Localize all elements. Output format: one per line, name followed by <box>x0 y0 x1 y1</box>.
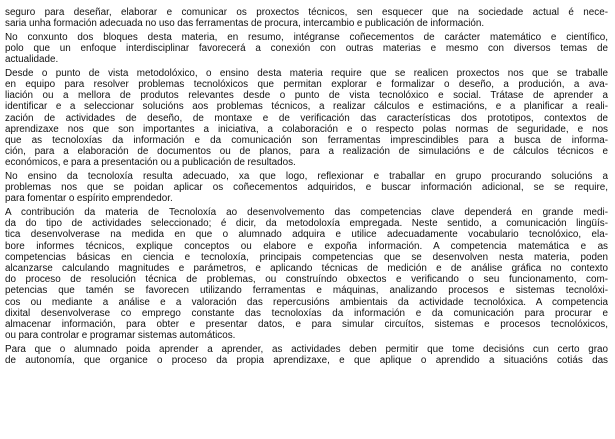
text-line: ción, para a elaboración de documentos ou de planos, para a realización de simulacións e de cálculos técnicos e <box>5 146 608 158</box>
text-line: do proceso de resolución técnica de problemas, ou construíndo obxectos e verificando o seu funcionamento, com- <box>5 274 608 286</box>
text-line: No ensino da tecnoloxía resulta adecuado, xa que logo, reflexionar e traballar en grupo procurando solucións a <box>5 171 608 183</box>
text-line: zación de actividades de deseño, de montaxe e de verificación das características dos prototipos, contextos de <box>5 112 608 124</box>
text-line: para fomentar o espírito emprendedor. <box>5 193 173 205</box>
paragraph-4 <box>5 171 608 205</box>
text-line: actualidade. <box>5 54 59 66</box>
text-line: ou para controlar e programar sistemas automáticos. <box>5 330 236 342</box>
text-line: liación ou a mellora de produtos relevantes desde o punto de vista tecnolóxico e social. Trátase de aprender a <box>5 90 608 102</box>
text-line: saria unha formación adecuada no uso das ferramentas de procura, intercambio e publicación de información. <box>5 18 485 30</box>
text-line: bore informes técnicos, explique conceptos ou elabore e expoña información. A competencia matemática e as <box>5 240 608 252</box>
text-line: Desde o punto de vista metodolóxico, o ensino desta materia require que se realicen proxectos nos que se traballe <box>5 67 608 79</box>
text-line: da do tipo de actividades seleccionado; é dicir, da metodoloxía empregada. Neste sentido, a comunicación lingüís- <box>5 218 608 230</box>
document-page <box>5 7 608 437</box>
text-line: polo que un enfoque interdisciplinar favorecerá a conexión con outras materias e mesmo con diversos temas de <box>5 43 608 54</box>
text-line: de autonomía, que organice o proceso da propia aprendizaxe, e que aplique o aprendido a situacións cotiás das <box>5 355 608 367</box>
text-line: aprendizaxe nos que son importantes a iniciativa, a colaboración e o respecto polas normas de seguridade, e nos <box>5 123 608 135</box>
text-line: identificar e a seleccionar solucións aos problemas técnicos, a realizar cálculos e estimacións, e a planificar a reali- <box>5 101 608 113</box>
text-line: No conxunto dos bloques desta materia, en resumo, intégranse coñecementos de carácter matemático e científico, <box>5 31 608 43</box>
text-line: seguro para deseñar, elaborar e comunicar os proxectos técnicos, sen esquecer que na sociedade actual é nece- <box>5 7 608 18</box>
text-line: competencias básicas en ciencia e tecnoloxía, principais competencias que se desenvolven nesta materia, poden <box>5 251 608 263</box>
text-line: A contribución da materia de Tecnoloxía ao desenvolvemento das competencias clave dependerá en grande medi- <box>5 207 608 219</box>
text-line: que as tecnoloxías da información e da comunicación son ferramentas imprescindibles para a busca de informa- <box>5 135 608 147</box>
paragraph-1 <box>5 7 608 29</box>
text-line: almacenar información, para obter e presentar datos, e para simular circuítos, sistemas e procesos tecnolóxicos, <box>5 319 608 331</box>
text-line: alcanzarse calculando magnitudes e parámetros, e aplicando técnicas de medición e de análise gráfica no contexto <box>5 263 608 275</box>
paragraph-5 <box>5 207 608 341</box>
text-line: dixital desenvolverase co emprego constante das tecnoloxías da información e da comunicación para procurar e <box>5 307 608 319</box>
text-line: tica desenvolverase na medida en que o alumnado adquira e utilice adecuadamente vocabulario tecnolóxico, ela- <box>5 229 608 241</box>
paragraph-3 <box>5 68 608 169</box>
text-line: petencias que tamén se favorecen utilizando ferramentas e máquinas, analizando procesos e sistemas tecnolóxi- <box>5 285 608 297</box>
paragraph-6 <box>5 344 608 366</box>
text-line: problemas nos que se poidan aplicar os coñecementos adquiridos, e buscar información adicional, se se require, <box>5 182 608 194</box>
text-line: cos ou mediante a análise e a valoración das repercusións ambientais da actividade tecnolóxica. A competencia <box>5 296 608 308</box>
text-line: Para que o alumnado poida aprender a aprender, as actividades deben permitir que tome decisións cun certo grao <box>5 343 608 355</box>
text-line: en equipo para resolver problemas tecnolóxicos que permitan explorar e formalizar o deseño, a produción, a ava- <box>5 79 608 90</box>
text-line: económicos, e para a presentación ou a publicación de resultados. <box>5 157 296 169</box>
paragraph-2 <box>5 32 608 66</box>
